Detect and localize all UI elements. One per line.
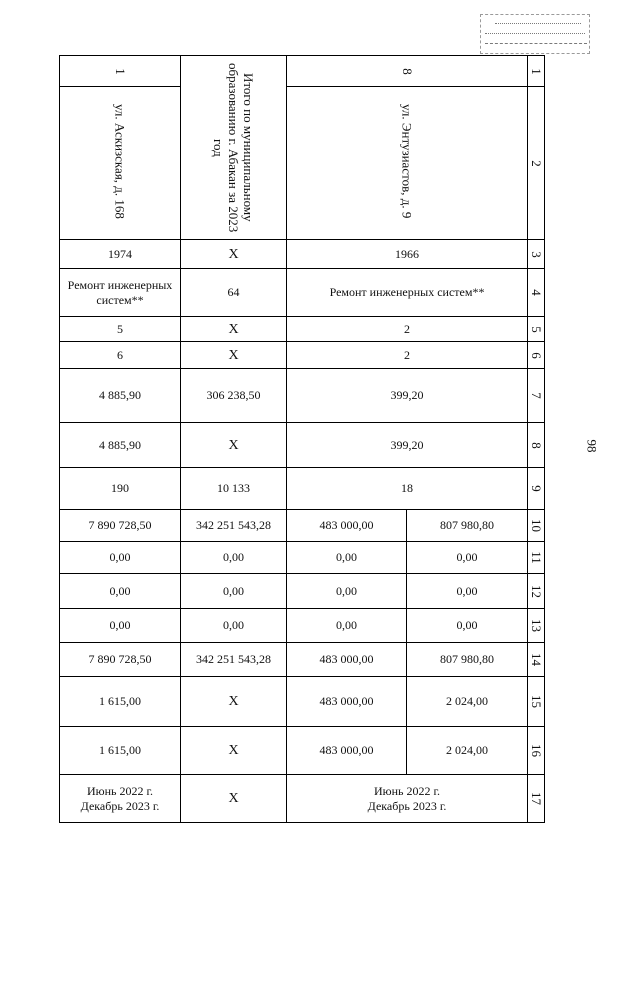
cell: 0,00 (181, 542, 287, 574)
table-row (60, 56, 545, 87)
cell: 0,00 (407, 542, 528, 574)
cell: 0,00 (407, 574, 528, 609)
cell: X (181, 727, 287, 775)
page-number: 98 (584, 439, 600, 453)
row-number: 13 (528, 609, 545, 643)
cell: 483 000,00 (287, 643, 407, 677)
table-row (60, 87, 545, 240)
cell: 4 885,90 (60, 369, 181, 423)
cell: 0,00 (287, 574, 407, 609)
cell: X (181, 240, 287, 269)
table-row (60, 574, 545, 609)
cell: 5 (60, 317, 181, 342)
row-number: 4 (528, 269, 545, 317)
cell: 807 980,80 (407, 510, 528, 542)
cell: 2 (287, 342, 528, 369)
cell: X (181, 677, 287, 727)
cell: 1974 (60, 240, 181, 269)
cell: 483 000,00 (287, 727, 407, 775)
table-row (60, 727, 545, 775)
cell: 807 980,80 (407, 643, 528, 677)
cell: X (181, 775, 287, 823)
table-row (60, 510, 545, 542)
row-number: 16 (528, 727, 545, 775)
column-number-8: 8 (287, 56, 528, 87)
cell: 10 133 (181, 468, 287, 510)
table-row (60, 468, 545, 510)
table-row (60, 775, 545, 823)
cell: 0,00 (60, 609, 181, 643)
row-number: 7 (528, 369, 545, 423)
table-row (60, 240, 545, 269)
cell: 399,20 (287, 423, 528, 468)
cell: 0,00 (181, 609, 287, 643)
cell: 0,00 (287, 542, 407, 574)
cell: 1966 (287, 240, 528, 269)
table-row (60, 609, 545, 643)
cell: Ремонт инженерных систем** (287, 269, 528, 317)
cell: 64 (181, 269, 287, 317)
row-number: 3 (528, 240, 545, 269)
cell (287, 775, 528, 823)
cell: 0,00 (287, 609, 407, 643)
cell: 483 000,00 (287, 510, 407, 542)
cell: 4 885,90 (60, 423, 181, 468)
column-header-address-1: ул. Аскизская, д. 168 (60, 87, 181, 240)
cell: X (181, 342, 287, 369)
cell: 0,00 (181, 574, 287, 609)
cell: 2 024,00 (407, 727, 528, 775)
table-row (60, 269, 545, 317)
column-header-total: Итого по муниципальному образованию г. Абакан за 2023 год (181, 56, 287, 240)
cell: 190 (60, 468, 181, 510)
cell: 0,00 (60, 574, 181, 609)
cell: 6 (60, 342, 181, 369)
row-number: 1 (528, 56, 545, 87)
cell: 483 000,00 (287, 677, 407, 727)
cell-line: Июнь 2022 г. (86, 783, 154, 798)
row-number: 15 (528, 677, 545, 727)
table-row (60, 423, 545, 468)
table-row (60, 677, 545, 727)
data-table (59, 55, 545, 823)
row-number: 11 (528, 542, 545, 574)
row-number: 9 (528, 468, 545, 510)
cell: 1 615,00 (60, 727, 181, 775)
row-number: 2 (528, 87, 545, 240)
cell: 399,20 (287, 369, 528, 423)
row-number: 10 (528, 510, 545, 542)
row-number: 17 (528, 775, 545, 823)
cell: 342 251 543,28 (181, 643, 287, 677)
table-row (60, 542, 545, 574)
cell: X (181, 423, 287, 468)
row-number: 5 (528, 317, 545, 342)
cell: Ремонт инженерных систем** (60, 269, 181, 317)
cell: 306 238,50 (181, 369, 287, 423)
cell: 0,00 (407, 609, 528, 643)
row-number: 14 (528, 643, 545, 677)
row-number: 12 (528, 574, 545, 609)
cell (60, 775, 181, 823)
cell: 7 890 728,50 (60, 643, 181, 677)
column-number-1: 1 (60, 56, 181, 87)
cell-line: Декабрь 2023 г. (80, 798, 160, 813)
column-header-address-2: ул. Энтузиастов, д. 9 (287, 87, 528, 240)
cell: 2 024,00 (407, 677, 528, 727)
cell-line: Июнь 2022 г. (373, 783, 441, 798)
row-number: 6 (528, 342, 545, 369)
registration-stamp (480, 14, 590, 54)
cell: 0,00 (60, 542, 181, 574)
table-row (60, 643, 545, 677)
cell: 7 890 728,50 (60, 510, 181, 542)
table-row (60, 369, 545, 423)
cell-line: Декабрь 2023 г. (367, 798, 447, 813)
table-row (60, 317, 545, 342)
table-row (60, 342, 545, 369)
cell: 2 (287, 317, 528, 342)
cell: 1 615,00 (60, 677, 181, 727)
cell: 18 (287, 468, 528, 510)
row-number: 8 (528, 423, 545, 468)
cell: X (181, 317, 287, 342)
cell: 342 251 543,28 (181, 510, 287, 542)
